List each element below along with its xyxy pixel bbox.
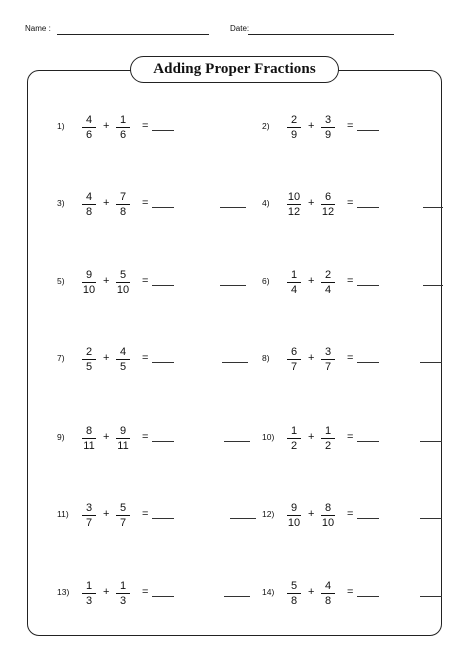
answer-blank[interactable] bbox=[152, 596, 174, 597]
numerator: 1 bbox=[290, 425, 298, 437]
fraction-a bbox=[283, 190, 305, 219]
numerator: 2 bbox=[290, 114, 298, 126]
fraction-b bbox=[112, 501, 134, 530]
denominator: 7 bbox=[290, 361, 298, 373]
problem bbox=[262, 345, 402, 375]
numerator: 6 bbox=[290, 346, 298, 358]
fraction-b bbox=[112, 113, 134, 142]
equals-sign: = bbox=[347, 431, 354, 443]
equals-sign: = bbox=[142, 508, 149, 520]
answer-line[interactable] bbox=[423, 207, 443, 208]
numerator: 9 bbox=[85, 269, 93, 281]
problem bbox=[262, 501, 402, 531]
denominator: 7 bbox=[324, 361, 332, 373]
numerator: 1 bbox=[324, 425, 332, 437]
denominator: 4 bbox=[290, 284, 298, 296]
numerator: 3 bbox=[85, 502, 93, 514]
denominator: 6 bbox=[119, 129, 127, 141]
plus-sign: + bbox=[103, 120, 110, 132]
equals-sign: = bbox=[347, 197, 354, 209]
answer-blank[interactable] bbox=[152, 207, 174, 208]
name-field[interactable] bbox=[57, 34, 209, 35]
equals-sign: = bbox=[142, 431, 149, 443]
denominator: 7 bbox=[85, 517, 93, 529]
fraction-b bbox=[317, 268, 339, 297]
plus-sign: + bbox=[103, 352, 110, 364]
problem-number: 3) bbox=[57, 198, 65, 208]
problem-number: 14) bbox=[262, 587, 275, 597]
equals-sign: = bbox=[347, 586, 354, 598]
problem-number: 11) bbox=[57, 509, 69, 519]
answer-blank[interactable] bbox=[152, 441, 174, 442]
problem-number: 5) bbox=[57, 276, 65, 286]
denominator: 11 bbox=[83, 440, 95, 452]
equals-sign: = bbox=[142, 586, 149, 598]
denominator: 12 bbox=[287, 206, 301, 218]
numerator: 9 bbox=[119, 425, 127, 437]
name-label: Name : bbox=[25, 24, 51, 33]
answer-blank[interactable] bbox=[152, 362, 174, 363]
equals-sign: = bbox=[347, 508, 354, 520]
answer-line[interactable] bbox=[420, 596, 442, 597]
plus-sign: + bbox=[308, 352, 315, 364]
answer-blank[interactable] bbox=[357, 518, 379, 519]
numerator: 4 bbox=[324, 580, 332, 592]
fraction-a bbox=[283, 113, 305, 142]
numerator: 1 bbox=[290, 269, 298, 281]
worksheet-title: Adding Proper Fractions bbox=[153, 61, 316, 77]
answer-blank[interactable] bbox=[357, 130, 379, 131]
answer-line[interactable] bbox=[220, 285, 246, 286]
numerator: 1 bbox=[85, 580, 93, 592]
answer-line[interactable] bbox=[420, 441, 442, 442]
fraction-b bbox=[112, 424, 134, 453]
fraction-a bbox=[78, 501, 100, 530]
denominator: 5 bbox=[85, 361, 93, 373]
equals-sign: = bbox=[347, 352, 354, 364]
plus-sign: + bbox=[103, 586, 110, 598]
denominator: 3 bbox=[119, 595, 127, 607]
answer-line[interactable] bbox=[220, 207, 246, 208]
numerator: 5 bbox=[119, 269, 127, 281]
denominator: 8 bbox=[119, 206, 127, 218]
answer-blank[interactable] bbox=[357, 285, 379, 286]
problem bbox=[262, 113, 402, 143]
numerator: 5 bbox=[290, 580, 298, 592]
problem bbox=[57, 345, 197, 375]
fraction-b bbox=[317, 501, 339, 530]
denominator: 8 bbox=[85, 206, 93, 218]
answer-line[interactable] bbox=[224, 596, 250, 597]
problem bbox=[57, 501, 197, 531]
problem bbox=[57, 113, 197, 143]
answer-line[interactable] bbox=[222, 362, 248, 363]
problem bbox=[57, 579, 197, 609]
denominator: 4 bbox=[324, 284, 332, 296]
equals-sign: = bbox=[142, 352, 149, 364]
numerator: 8 bbox=[85, 425, 93, 437]
denominator: 10 bbox=[82, 284, 96, 296]
denominator: 12 bbox=[321, 206, 335, 218]
denominator: 10 bbox=[321, 517, 335, 529]
numerator: 8 bbox=[324, 502, 332, 514]
denominator: 3 bbox=[85, 595, 93, 607]
denominator: 7 bbox=[119, 517, 127, 529]
fraction-b bbox=[317, 113, 339, 142]
problem-number: 4) bbox=[262, 198, 270, 208]
problem-number: 9) bbox=[57, 432, 65, 442]
plus-sign: + bbox=[308, 120, 315, 132]
fraction-a bbox=[283, 268, 305, 297]
plus-sign: + bbox=[308, 508, 315, 520]
fraction-a bbox=[78, 579, 100, 608]
problem-number: 1) bbox=[57, 121, 65, 131]
equals-sign: = bbox=[347, 120, 354, 132]
plus-sign: + bbox=[103, 275, 110, 287]
fraction-a bbox=[78, 424, 100, 453]
equals-sign: = bbox=[142, 120, 149, 132]
answer-blank[interactable] bbox=[357, 596, 379, 597]
problem-number: 13) bbox=[57, 587, 70, 597]
equals-sign: = bbox=[347, 275, 354, 287]
plus-sign: + bbox=[103, 431, 110, 443]
problem bbox=[262, 190, 402, 220]
denominator: 5 bbox=[119, 361, 127, 373]
answer-line[interactable] bbox=[420, 518, 442, 519]
numerator: 3 bbox=[324, 114, 332, 126]
answer-line[interactable] bbox=[420, 362, 442, 363]
fraction-a bbox=[78, 190, 100, 219]
fraction-b bbox=[317, 424, 339, 453]
plus-sign: + bbox=[308, 275, 315, 287]
plus-sign: + bbox=[308, 431, 315, 443]
denominator: 8 bbox=[324, 595, 332, 607]
fraction-b bbox=[112, 579, 134, 608]
plus-sign: + bbox=[308, 197, 315, 209]
numerator: 6 bbox=[324, 191, 332, 203]
numerator: 5 bbox=[119, 502, 127, 514]
plus-sign: + bbox=[103, 508, 110, 520]
answer-blank[interactable] bbox=[152, 518, 174, 519]
fraction-a bbox=[283, 345, 305, 374]
equals-sign: = bbox=[142, 275, 149, 287]
answer-line[interactable] bbox=[423, 285, 443, 286]
problem bbox=[57, 424, 197, 454]
answer-line[interactable] bbox=[230, 518, 256, 519]
numerator: 4 bbox=[85, 191, 93, 203]
fraction-a bbox=[283, 501, 305, 530]
problem-number: 8) bbox=[262, 353, 270, 363]
problem bbox=[57, 190, 197, 220]
numerator: 9 bbox=[290, 502, 298, 514]
numerator: 2 bbox=[324, 269, 332, 281]
fraction-a bbox=[78, 345, 100, 374]
answer-blank[interactable] bbox=[152, 285, 174, 286]
problem-number: 2) bbox=[262, 121, 270, 131]
problem bbox=[57, 268, 197, 298]
problem-number: 6) bbox=[262, 276, 270, 286]
numerator: 1 bbox=[119, 580, 127, 592]
denominator: 6 bbox=[85, 129, 93, 141]
plus-sign: + bbox=[308, 586, 315, 598]
answer-blank[interactable] bbox=[357, 441, 379, 442]
answer-blank[interactable] bbox=[152, 130, 174, 131]
fraction-a bbox=[283, 424, 305, 453]
problem-number: 7) bbox=[57, 353, 65, 363]
numerator: 1 bbox=[119, 114, 127, 126]
denominator: 2 bbox=[290, 440, 298, 452]
denominator: 8 bbox=[290, 595, 298, 607]
date-field[interactable] bbox=[248, 34, 394, 35]
denominator: 11 bbox=[117, 440, 129, 452]
equals-sign: = bbox=[142, 197, 149, 209]
fraction-b bbox=[317, 190, 339, 219]
problem-number: 10) bbox=[262, 432, 275, 442]
numerator: 3 bbox=[324, 346, 332, 358]
denominator: 2 bbox=[324, 440, 332, 452]
numerator: 4 bbox=[85, 114, 93, 126]
denominator: 9 bbox=[290, 129, 298, 141]
fraction-b bbox=[112, 190, 134, 219]
numerator: 2 bbox=[85, 346, 93, 358]
answer-line[interactable] bbox=[224, 441, 250, 442]
denominator: 10 bbox=[116, 284, 130, 296]
problem bbox=[262, 424, 402, 454]
fraction-b bbox=[112, 268, 134, 297]
problem-number: 12) bbox=[262, 509, 275, 519]
plus-sign: + bbox=[103, 197, 110, 209]
problem bbox=[262, 268, 402, 298]
fraction-b bbox=[317, 579, 339, 608]
denominator: 9 bbox=[324, 129, 332, 141]
numerator: 7 bbox=[119, 191, 127, 203]
fraction-a bbox=[78, 113, 100, 142]
problem bbox=[262, 579, 402, 609]
fraction-b bbox=[112, 345, 134, 374]
fraction-b bbox=[317, 345, 339, 374]
answer-blank[interactable] bbox=[357, 362, 379, 363]
numerator: 10 bbox=[287, 191, 301, 203]
numerator: 4 bbox=[119, 346, 127, 358]
fraction-a bbox=[78, 268, 100, 297]
title-box bbox=[130, 56, 339, 83]
fraction-a bbox=[283, 579, 305, 608]
answer-blank[interactable] bbox=[357, 207, 379, 208]
date-label: Date: bbox=[230, 24, 250, 33]
denominator: 10 bbox=[287, 517, 301, 529]
